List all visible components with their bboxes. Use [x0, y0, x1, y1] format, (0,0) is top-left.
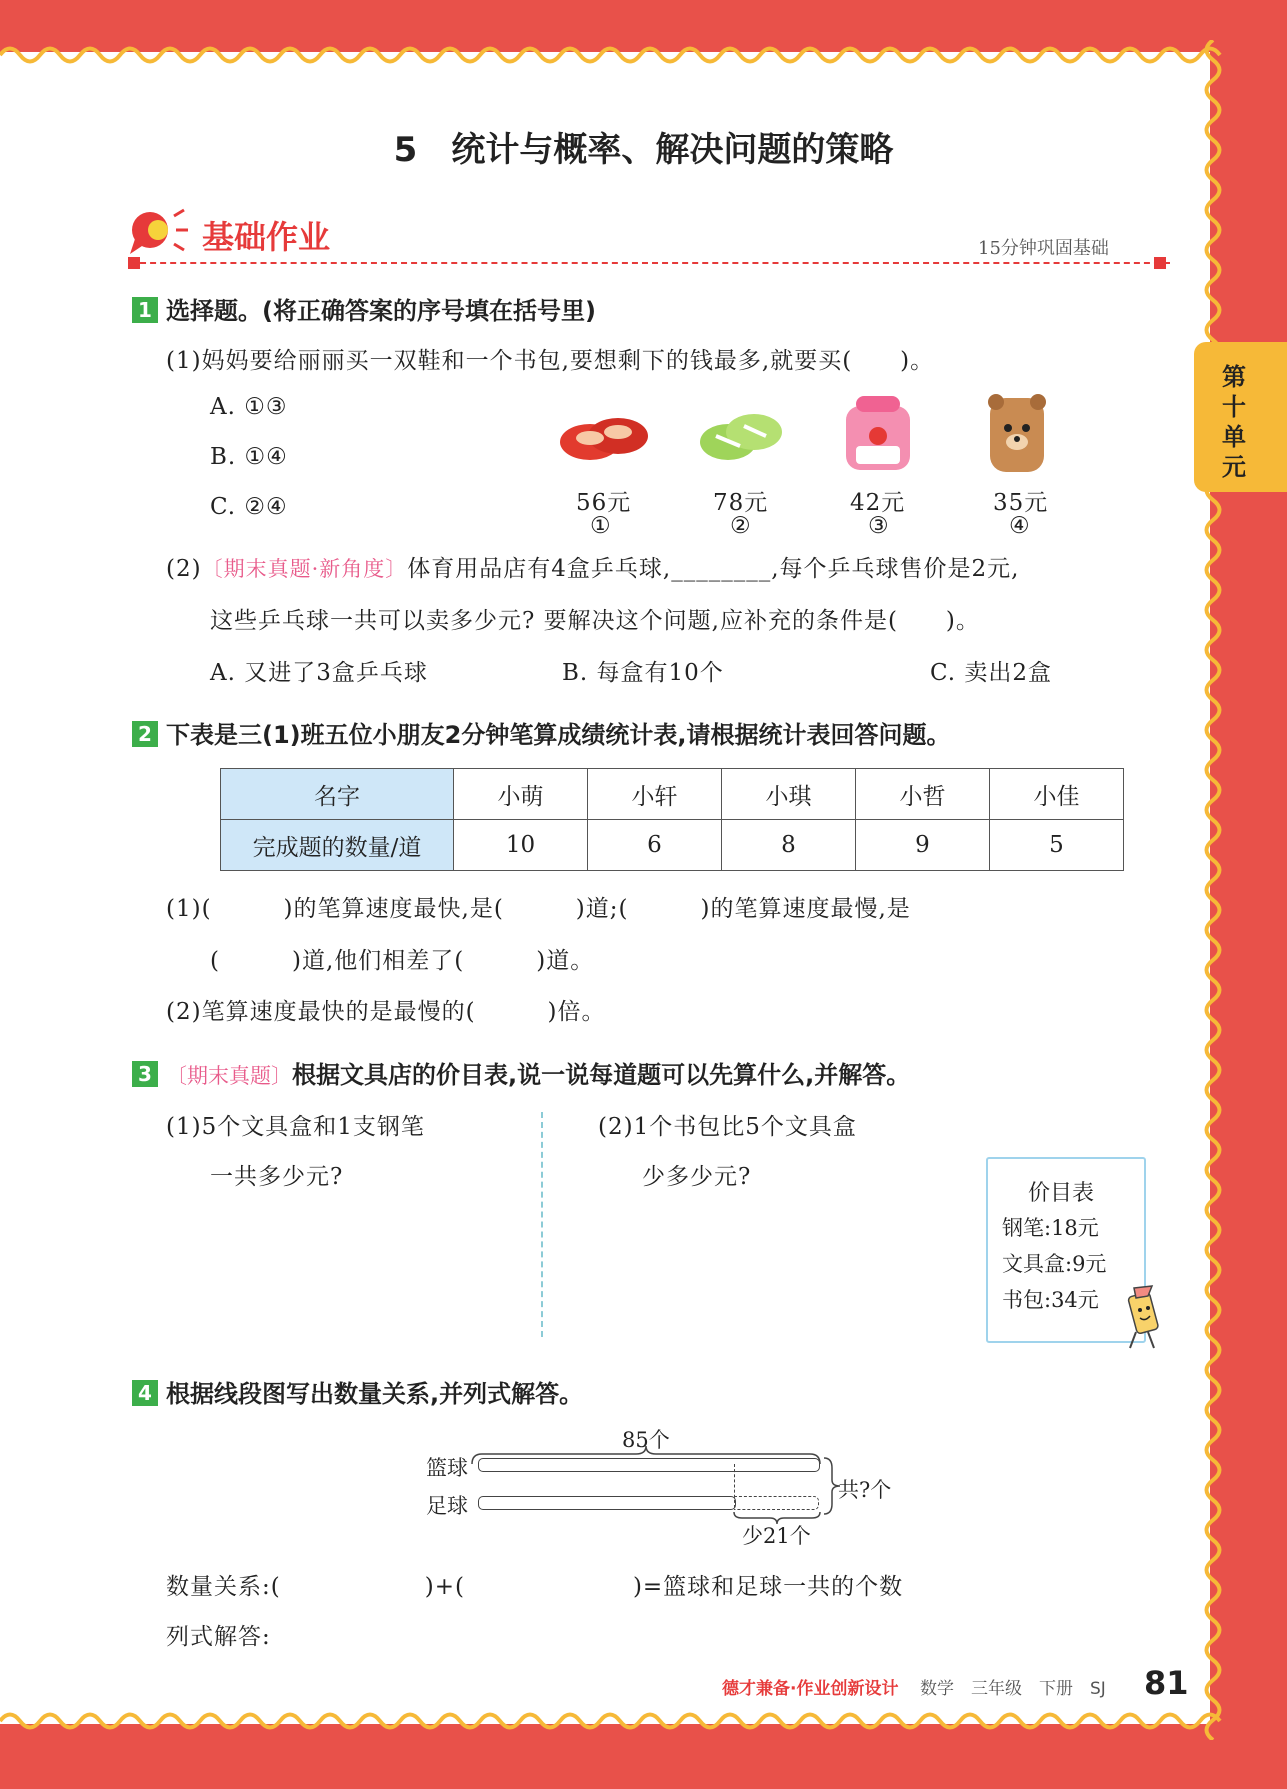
diagram-dashed-segment	[734, 1496, 819, 1510]
q4-text: 根据线段图写出数量关系,并列式解答。	[166, 1380, 584, 1408]
q3-number: 3	[132, 1061, 158, 1087]
q2-number: 2	[132, 721, 158, 747]
diagram-top-label: 85个	[622, 1428, 670, 1452]
price-row-pencilbox: 文具盒:9元	[1002, 1252, 1107, 1276]
q3-part1-line2: 一共多少元?	[210, 1164, 344, 1190]
section-note: 15分钟巩固基础	[978, 238, 1109, 259]
q3-part1-line1: (1)5个文具盒和1支钢笔	[166, 1114, 425, 1140]
q1-part2-option-b: B. 每盒有10个	[562, 660, 724, 686]
table-row	[221, 820, 1124, 871]
q4-relation: 数量关系:( )+( )=篮球和足球一共的个数	[166, 1574, 904, 1600]
unit-tab-label: 第十单元	[1222, 363, 1246, 481]
q1-part2-text: 体育用品店有4盒乒乓球,________,每个乒乓球售价是2元,	[407, 556, 1020, 582]
q1-part2-tag: 〔期末真题·新角度〕	[201, 557, 408, 581]
unit-side-tab	[1194, 342, 1287, 492]
q1-part2-line2: 这些乒乓球一共可以卖多少元? 要解决这个问题,应补充的条件是( )。	[210, 608, 980, 634]
basketball-bar	[478, 1458, 820, 1472]
table-value-cell: 8	[722, 820, 856, 871]
green-shoes-icon	[696, 400, 786, 470]
price-row-backpack: 书包:34元	[1002, 1288, 1099, 1312]
table-row	[221, 769, 1124, 820]
q2-part1-line2: ( )道,他们相差了( )道。	[210, 948, 595, 974]
table-name-cell: 小萌	[454, 769, 588, 820]
bear-backpack-icon	[984, 388, 1050, 480]
q3-tag: 〔期末真题〕	[166, 1064, 292, 1088]
q2-part1-line1: (1)( )的笔算速度最快,是( )道;( )的笔算速度最慢,是	[166, 896, 911, 922]
q3-part2-line1: (2)1个书包比5个文具盒	[598, 1114, 857, 1140]
q1-option-a: A. ①③	[210, 394, 288, 420]
item1-price: 56元	[576, 490, 632, 516]
q1-option-c: C. ②④	[210, 494, 288, 520]
football-label: 足球	[426, 1494, 468, 1518]
bottom-wavy-border	[0, 1706, 1225, 1736]
q3-part2-line2: 少多少元?	[642, 1164, 752, 1190]
q2-heading	[132, 715, 950, 750]
score-table	[220, 768, 1124, 871]
table-value-cell: 6	[588, 820, 722, 871]
item3-price: 42元	[850, 490, 906, 516]
table-value-cell: 5	[990, 820, 1124, 871]
table-value-cell: 10	[454, 820, 588, 871]
footer-info: 数学 三年级 下册 SJ	[920, 1679, 1106, 1699]
football-bar	[478, 1496, 736, 1510]
q2-text: 下表是三(1)班五位小朋友2分钟笔算成绩统计表,请根据统计表回答问题。	[166, 721, 951, 749]
pink-backpack-icon	[836, 388, 920, 478]
price-list-title: 价目表	[1028, 1181, 1095, 1206]
q4-number: 4	[132, 1380, 158, 1406]
table-header-label: 名字	[221, 769, 454, 820]
trumpet-icon	[128, 206, 192, 258]
red-shoes-icon	[556, 402, 654, 468]
q1-heading	[132, 291, 596, 326]
pencil-mascot-icon	[1118, 1282, 1168, 1352]
q1-part1: (1)妈妈要给丽丽买一双鞋和一个书包,要想剩下的钱最多,就要买( )。	[166, 348, 935, 374]
table-name-cell: 小轩	[588, 769, 722, 820]
q1-part2-prefix: (2)	[166, 556, 202, 582]
page-title: 5 统计与概率、解决问题的策略	[393, 130, 894, 170]
q1-option-b: B. ①④	[210, 444, 288, 470]
item2-price: 78元	[713, 490, 769, 516]
table-name-cell: 小哲	[856, 769, 990, 820]
footer-brand: 德才兼备·作业创新设计	[722, 1679, 899, 1699]
diagram-less-label: 少21个	[742, 1524, 811, 1548]
q3-text: 根据文具店的价目表,说一说每道题可以先算什么,并解答。	[292, 1061, 911, 1089]
table-name-cell: 小佳	[990, 769, 1124, 820]
diagram-total-label: 共?个	[838, 1478, 892, 1502]
q2-part2: (2)笔算速度最快的是最慢的( )倍。	[166, 999, 606, 1025]
q1-part2-option-c: C. 卖出2盒	[930, 660, 1053, 686]
item4-index: ④	[1009, 513, 1031, 539]
q4-heading	[132, 1374, 583, 1409]
page-number: 81	[1144, 1664, 1189, 1702]
q1-text: 选择题。(将正确答案的序号填在括号里)	[166, 297, 596, 325]
table-name-cell: 小琪	[722, 769, 856, 820]
price-row-pen: 钢笔:18元	[1002, 1216, 1099, 1240]
top-wavy-border	[0, 40, 1225, 70]
item2-index: ②	[730, 513, 752, 539]
table-value-cell: 9	[856, 820, 990, 871]
table-row-label: 完成题的数量/道	[221, 820, 454, 871]
item4-price: 35元	[993, 490, 1049, 516]
q4-solve-label: 列式解答:	[166, 1624, 271, 1650]
basketball-label: 篮球	[426, 1456, 468, 1480]
divider-end-left	[128, 257, 140, 269]
section-heading: 基础作业	[202, 218, 331, 256]
item3-index: ③	[868, 513, 890, 539]
q1-number: 1	[132, 297, 158, 323]
q3-column-divider	[541, 1112, 543, 1337]
q3-heading	[132, 1055, 910, 1090]
q1-part2-line1	[166, 550, 1019, 583]
right-wavy-border	[1198, 40, 1228, 1740]
q1-part2-option-a: A. 又进了3盒乒乓球	[210, 660, 428, 686]
divider-end-right	[1154, 257, 1166, 269]
section-divider	[130, 262, 1170, 264]
item1-index: ①	[590, 513, 612, 539]
